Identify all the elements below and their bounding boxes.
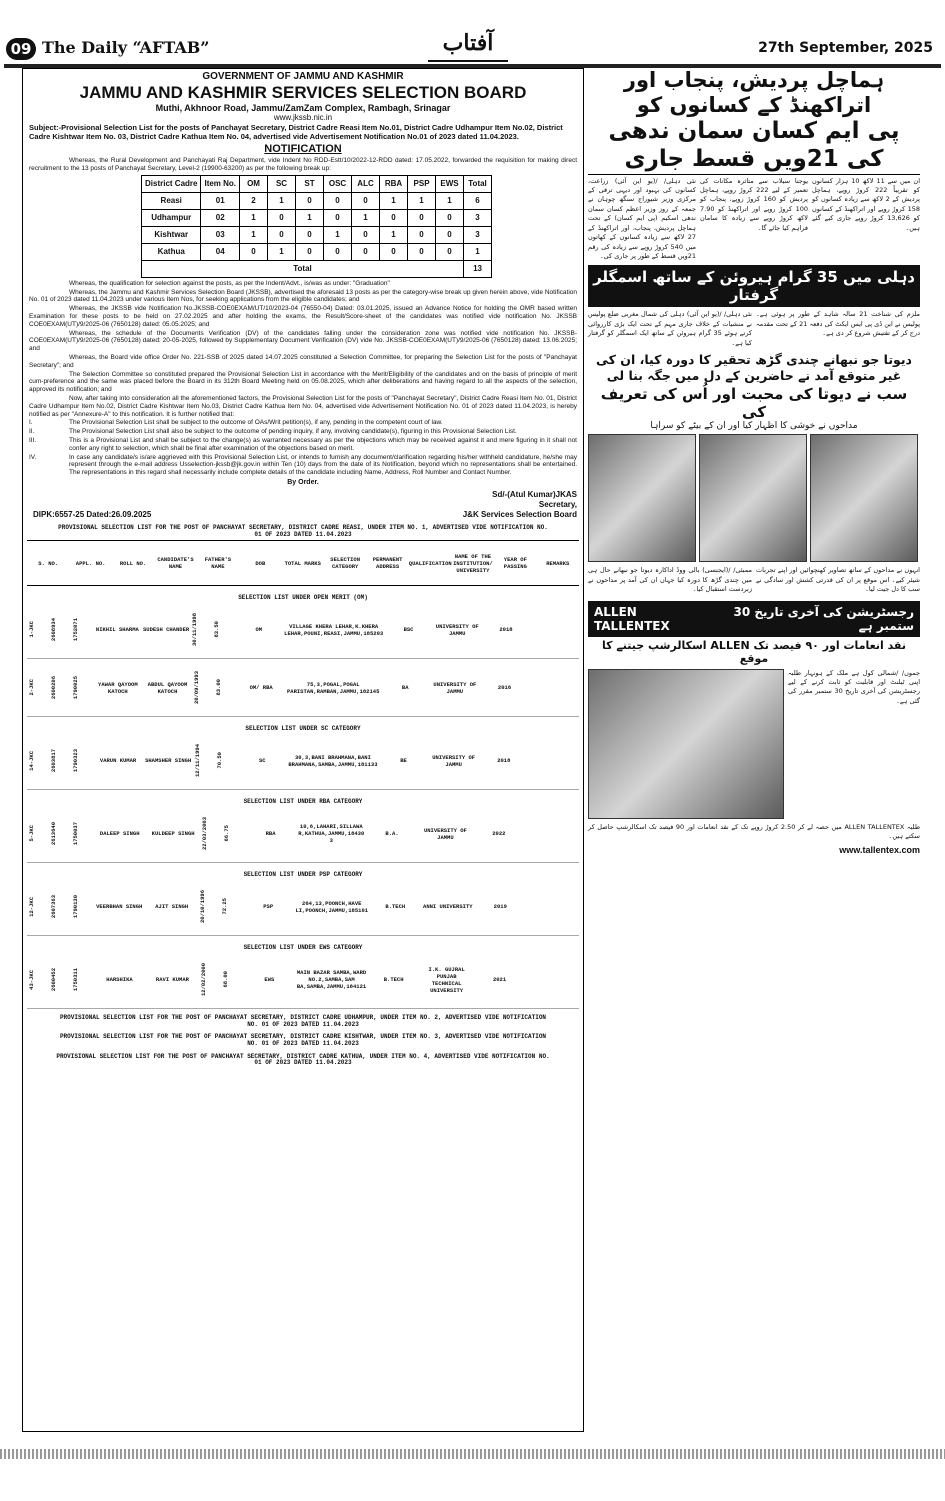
- vacancy-cell: 0: [380, 209, 408, 226]
- notice-subject: Subject:-Provisional Selection List for the posts of Panchayat Secretary, District Cadre Reasi Item No.01, District Cadre Udhampur Item No.02, District Cadre Kishtwar Item No. 03, District Cadre Kathua Item No. 04, advertised vide Advertisement Notification No.01 of 2023 dated 11.04.2023.: [29, 123, 563, 141]
- condition-text: In case any candidate/s is/are aggrieved with this Provisional Selection List, or intends to furnish any document/clarification regarding his/her withheld candidature, he/she may represent through the e-mail address Usselection-jkssb@jk.gov.in within Ten (10) days from the date of its Notification, beyond which no representations shall be entertained. The representations in this regard shall necessarily include complete details of the candidate including Name, Address, Roll Number and Contact Number.: [69, 453, 577, 477]
- list-column-label: FATHER'S NAME: [204, 556, 232, 571]
- selection-cell: 30,3,BANI BRAHMANA,BANI BRAHMANA,SAMBA,JAMMU,181133: [288, 753, 378, 768]
- allen-url: www.tallentex.com: [839, 845, 920, 856]
- list-column-label: S. NO.: [38, 559, 59, 567]
- list-column-label: ROLL NO.: [119, 559, 147, 567]
- selection-cell: BSC: [403, 626, 414, 634]
- vacancy-cell: 2: [240, 192, 268, 209]
- vacancy-cell: 01: [201, 192, 240, 209]
- selection-cell: 1752071: [72, 618, 79, 642]
- selection-row: [27, 951, 579, 1009]
- selection-cell: 1790130: [72, 895, 79, 919]
- vacancy-cell: 1: [352, 209, 380, 226]
- selection-cell: PSP: [263, 903, 274, 911]
- notice-paragraph: The Selection Committee so constituted prepared the Provisional Selection List in accordance with the Merit/Eligibility of the candidates and on the basis of principle of merit cum-preference and the same was placed before the Board in its 312th Board Meeting held on 05.08.2025, which after deliberations and having regard to all the aspects of the selection, approved its notification; and: [29, 370, 577, 394]
- notice-paragraph: Whereas, the Board vide office Order No. 221-SSB of 2025 dated 14.07.2025 constituted a Selection Committee, for preparing the Selection List for the posts of "Panchayat Secretary"; and: [29, 354, 577, 369]
- vacancy-cell: 04: [201, 243, 240, 260]
- th-cadre: District Cadre: [142, 175, 201, 192]
- sub-headline-2: سب نے دیوتا کی محبت اور اُس کی تعریف کی: [600, 385, 908, 422]
- udhampur-list-title: PROVISIONAL SELECTION LIST FOR THE POST OF PANCHAYAT SECRETARY, DISTRICT CADRE UDHAMPUR, UNDER ITEM NO. 2, ADVERTISED VIDE NOTIFICATION NO. 01 OF 2023 DATED 11.04.2023: [59, 1014, 547, 1028]
- newspaper-logo: آفتاب: [428, 30, 508, 62]
- vacancy-cell: 1: [268, 192, 296, 209]
- selection-cell: B.A.: [385, 830, 399, 838]
- photo-image: [810, 434, 918, 562]
- vacancy-cell: 0: [352, 243, 380, 260]
- vacancy-cell: 0: [408, 226, 436, 243]
- vacancy-cell: 02: [201, 209, 240, 226]
- vacancy-cell: 0: [268, 226, 296, 243]
- selection-cell: RBA: [265, 830, 276, 838]
- selection-cell: 2600452: [50, 968, 57, 992]
- urdu-column: [588, 68, 920, 1438]
- story-4: [788, 669, 920, 819]
- selection-cell: EWS: [264, 976, 275, 984]
- selection-cell: 12-JKC: [28, 896, 35, 917]
- th-item: Item No.: [201, 175, 240, 192]
- sub-headline-3: مداحوں نے خوشی کا اظہار کیا اور ان کے بیٹے کو سراہا: [650, 421, 858, 432]
- story-2-col: نئی دہلی/ /(یو این آئی) دہلی کی شمال مغربی ضلع پولیس نے منشیات کے خلاف جاری مہم کے تحت ایک بڑی کارروائی کرتے ہوئے 35 گرام ہیروئن کے ساتھ ایک اسمگلر کو گرفتار کیا ہے۔: [588, 310, 752, 347]
- selection-cell: BE: [400, 757, 407, 765]
- vacancy-cell: Udhampur: [142, 209, 201, 226]
- selection-cell: 2603817: [50, 749, 57, 773]
- category-title: SELECTION LIST UNDER RBA CATEGORY: [243, 798, 363, 806]
- selection-cell: 43-JKC: [28, 969, 35, 990]
- list-column-label: DOB: [255, 559, 266, 567]
- allen-subheading: نقد انعامات اور ۹۰ فیصد تک ALLEN اسکالرشپ جیتنے کا موقع: [602, 638, 906, 665]
- vacancy-cell: 0: [324, 243, 352, 260]
- condition-item: [29, 428, 577, 436]
- selection-cell: UNIVERSITY OF JAMMU: [423, 826, 467, 841]
- vacancy-cell: 1: [436, 192, 464, 209]
- selection-cell: 2608934: [50, 618, 57, 642]
- notice-paragraph: Now, after taking into consideration all the aforementioned factors, the Provisional Selection List for the posts of "Panchayat Secretary", District Cadre Reasi Item No. 01, District Cadre Udhampur Item No.02, District Cadre Kishtwar Item No.03, District Cadre Kathua Item No. 04, advertised vide Advertisement Notification No. 01 of 2023 dated 11.04.2023, is hereby notified as per "Annexure-A" to this notification. It is further notified that:: [29, 395, 577, 418]
- selection-cell: RAVI KUMAR: [155, 976, 189, 984]
- selection-cell: B.TECH: [385, 903, 406, 911]
- selection-cell: B.TECH: [383, 976, 404, 984]
- selection-cell: 264,13,POONCH,HAVE LI,POONCH,JAMMU,185101: [295, 899, 369, 914]
- total-label: Total: [142, 260, 464, 277]
- selection-cell: 75,3,POGAL,POGAL PARISTAN,RAMBAN,JAMMU,182145: [286, 680, 380, 695]
- list-column-label: SELECTION CATEGORY: [330, 556, 361, 571]
- story-3-col: انہوں نے مداحوں کے ساتھ تصاویر کھنچوائیں اور اپنے تجربات شیئر کیے۔ اس موقع پر ان کی قدرتی کشش اور سادگی نے سب کا دل جیت لیا۔: [756, 566, 920, 594]
- selection-cell: 22/03/2003: [200, 817, 208, 851]
- selection-cell: 1790025: [72, 676, 79, 700]
- list-column-header: [27, 540, 579, 586]
- vacancy-cell: Kishtwar: [142, 226, 201, 243]
- vacancy-cell: 0: [436, 226, 464, 243]
- signature-title: Secretary,: [538, 499, 577, 509]
- story-1-col: یوجنا سیلاب سے متاثرہ مکانات کی تعمیر کے لیے 222 کروڑ روپے، ہماچل پردیش کو 160 کروڑ روپے، پنجاب کو 100 کروڑ روپے اور اتراکھنڈ کو 7.90 لاکھ کروڑ روپے سے زیادہ کا سامان فراہم کیا جائے گا۔: [700, 176, 809, 232]
- vacancy-row: [142, 226, 492, 243]
- condition-number: IV.: [29, 453, 37, 461]
- allen-banner-urdu: رجسٹریشن کی آخری تاریخ 30 ستمبر ہے: [733, 604, 914, 633]
- headline-2: پی ایم کسان سمان ندھی کی 21ویں قسط جاری: [588, 118, 920, 174]
- kishtwar-list-title: PROVISIONAL SELECTION LIST FOR THE POST OF PANCHAYAT SECRETARY, DISTRICT CADRE KISHTWAR, UNDER ITEM NO. 3, ADVERTISED VIDE NOTIFICATION NO. 01 OF 2023 DATED 11.04.2023: [59, 1033, 547, 1047]
- vacancy-table: [141, 175, 492, 278]
- notice-paragraph: Whereas, the schedule of the Documents Verification (DV) of the candidates falling under the consideration zone was notified vide notification No. JKSSB-COE0EXAM(UT)/9/2025-06 (7650128) dated: 20-05-2025, followed by Supplementary Document Verification (DV) vide No. JKSSB-COE0EXAM(UT)/9/2025-06 (7650128) dated: 13.06.2025; and: [29, 329, 577, 353]
- notification-heading: NOTIFICATION: [264, 143, 342, 156]
- selection-row: [27, 805, 579, 863]
- list-column-label: REMARKS: [546, 559, 570, 567]
- masthead: [0, 0, 945, 64]
- vacancy-cell: 3: [464, 209, 492, 226]
- th-om: OM: [240, 175, 268, 192]
- vacancy-cell: 3: [464, 226, 492, 243]
- list-column-label: NAME OF THE INSTITUTION/ UNIVERSITY: [453, 552, 493, 574]
- signature-name: Sd/-(Atul Kumar)JKAS: [492, 489, 577, 499]
- vacancy-cell: 0: [352, 226, 380, 243]
- story-1: [588, 177, 920, 262]
- condition-text: The Provisional Selection List shall be subject to the outcome of OAs/Writ petition(s), if any, pending in the competent court of law.: [69, 419, 443, 427]
- selection-cell: HARSHIKA: [106, 976, 133, 984]
- selection-cell: UNIVERSITY OF JAMMU: [435, 622, 479, 637]
- vacancy-cell: 0: [324, 209, 352, 226]
- dipk-number: DIPK:6557-25 Dated:26.09.2025: [33, 509, 152, 519]
- selection-cell: ABDUL QAYOOM KATOCH: [147, 680, 188, 695]
- issue-date: 27th September, 2025: [758, 40, 933, 56]
- signature-org: J&K Services Selection Board: [462, 509, 577, 519]
- selection-row: [27, 878, 579, 936]
- selection-cell: DALEEP SINGH: [99, 830, 140, 838]
- selection-cell: 14-JKC: [28, 750, 35, 771]
- selection-cell: 2019: [493, 903, 507, 911]
- selection-cell: OM: [255, 626, 263, 634]
- headline-1: ہماچل پردیش، پنجاب اور اتراکھنڈ کے کسانوں کو: [623, 68, 885, 118]
- condition-item: [29, 454, 577, 477]
- selection-cell: 1750037: [72, 822, 79, 846]
- condition-number: II.: [29, 428, 35, 436]
- selection-cell: AJIT SINGH: [155, 903, 189, 911]
- vacancy-cell: 0: [408, 209, 436, 226]
- kathua-list-title: PROVISIONAL SELECTION LIST FOR THE POST OF PANCHAYAT SECRETARY, DISTRICT CADRE KATHUA, UNDER ITEM NO. 4, ADVERTISED VIDE NOTIFICATION NO. 01 OF 2023 DATED 11.04.2023: [56, 1052, 550, 1067]
- selection-cell: 2018: [499, 626, 513, 634]
- story-4-more: [588, 823, 920, 842]
- vacancy-cell: 1: [464, 243, 492, 260]
- notice-paragraph: Whereas, the Jammu and Kashmir Services Selection Board (JKSSB), advertised the aforesaid 13 posts as per the category-wise break up given herein above, vide Notification No. 01 of 2023 dated 11.04.2023 under various Item Nos, for seeking applications from the eligible candidates; and: [29, 288, 577, 304]
- vacancy-cell: Kathua: [142, 243, 201, 260]
- notice-paragraph: Whereas, the qualification for selection against the posts, as per the Indent/Advt., is/was as under: "Graduation": [69, 279, 390, 287]
- condition-item: [29, 437, 577, 453]
- reasi-list-title: PROVISIONAL SELECTION LIST FOR THE POST OF PANCHAYAT SECRETARY, DISTRICT CADRE REASI, UNDER ITEM NO. 1, ADVERTISED VIDE NOTIFICATION NO. 01 OF 2023 DATED 11.04.2023: [58, 523, 548, 538]
- selection-cell: 12/02/2000: [199, 963, 207, 997]
- selection-cell: 30/11/1998: [191, 613, 199, 647]
- th-ews: EWS: [436, 175, 464, 192]
- vacancy-cell: 0: [436, 243, 464, 260]
- vacancy-cell: 1: [324, 226, 352, 243]
- category-title: SELECTION LIST UNDER SC CATEGORY: [245, 725, 361, 733]
- category-title: SELECTION LIST UNDER PSP CATEGORY: [243, 871, 363, 879]
- selection-cell: 83.00: [215, 679, 223, 696]
- story-1-col: ان میں سے 11 لاکھ 10 ہزار کسانوں کو تقریباً 222 کروڑ روپے، ہماچل پردیش کے 2 لاکھ سے زیادہ کسانوں کو 158 کروڑ روپے اور اتراکھنڈ کے کسانوں کو 13,626 کروڑ روپے جاری کیے گئے ہیں۔: [812, 176, 920, 232]
- board-address: Muthi, Akhnoor Road, Jammu/ZamZam Complex, Rambagh, Srinagar: [155, 103, 451, 113]
- vacancy-cell: 0: [296, 243, 324, 260]
- board-website: www.jkssb.nic.in: [273, 113, 333, 122]
- selection-cell: 2022: [492, 830, 506, 838]
- selection-cell: VILLAGE KHERA LEHAR,K.KHERA LEHAR,POUNI,REASI,JAMMU,185203: [284, 622, 384, 637]
- selection-cell: 72.25: [220, 898, 228, 915]
- allen-banner-brand: ALLEN TALLENTEX: [594, 604, 670, 633]
- vacancy-cell: 1: [380, 226, 408, 243]
- allen-section: [588, 669, 920, 819]
- selection-cell: 1790323: [72, 749, 79, 773]
- list-column-label: QUALIFICATION: [408, 559, 452, 567]
- selection-cell: VEERBHAN SINGH: [96, 903, 143, 911]
- selection-cell: 70.50: [216, 752, 224, 769]
- selection-cell: I.K. GUJRAL PUNJAB TECHNICAL UNIVERSITY: [428, 965, 465, 994]
- conditions-list: [23, 419, 583, 477]
- selection-cell: BA: [401, 684, 409, 692]
- list-column-label: PERMANENT ADDRESS: [372, 556, 403, 571]
- selection-cell: 20/10/1996: [198, 890, 206, 924]
- selection-cell: NIKHIL SHARMA: [95, 626, 139, 634]
- condition-text: The Provisional Selection List shall also be subject to the outcome of pending inquiry, if any, involving candidate(s), figuring in this Provisional Selection List.: [69, 428, 517, 436]
- vacancy-row: [142, 209, 492, 226]
- vacancy-cell: 0: [352, 192, 380, 209]
- vacancy-cell: 0: [296, 226, 324, 243]
- selection-cell: 10,6,LAHARI,SILLAWA R,KATHUA,JAMMU,18430 3: [298, 823, 365, 845]
- th-sc: SC: [268, 175, 296, 192]
- selection-cell: 20/09/1993: [193, 671, 201, 705]
- selection-cell: 66.75: [222, 825, 230, 842]
- vacancy-cell: 6: [464, 192, 492, 209]
- condition-item: [29, 419, 577, 427]
- vacancy-cell: 0: [380, 243, 408, 260]
- photo-strip: [588, 434, 920, 562]
- th-alc: ALC: [352, 175, 380, 192]
- jkssb-notice: [22, 68, 584, 1432]
- sub-headline-1: دیوتا جو نبھانے چندی گڑھ تحقیر کا دورہ کیا، ان کی غیر متوقع آمد نے حاضرین کے دل میں جگہ بنا لی: [596, 352, 912, 383]
- story-2: [588, 310, 920, 348]
- vacancy-row: [142, 192, 492, 209]
- vacancy-cell: 0: [324, 192, 352, 209]
- vacancy-cell: 1: [240, 209, 268, 226]
- vacancy-cell: Reasi: [142, 192, 201, 209]
- selection-cell: UNIVERSITY OF JAMMU: [432, 753, 476, 768]
- notice-paragraph: Whereas, the JKSSB vide Notification No.JKSSB-COE0EXAM/UT/10/2023-04 (76550-04) Dated: 03.01.2025, issued an Advance Notice for holding the OMR based written Examination for these posts to be held on 27.02.2025 and after holding the exams, the Result/Score-sheet of the candidates was notified vide notification No. JKSSB COE0EXAM(UT)/9/2025-06 (7650128) dated: 05.05.2025; and: [29, 305, 577, 328]
- selection-cell: 2018: [497, 757, 511, 765]
- selection-cell: SHAMSHER SINGH: [145, 757, 192, 765]
- vacancy-cell: 1: [268, 243, 296, 260]
- selection-cell: UNIVERSITY OF JAMMU: [433, 680, 477, 695]
- story-3-col: ممبئی/ /(ایجنسی) بالی ووڈ اداکارہ دیوتا جو نبھانے حال ہی میں چندی گڑھ کا دورہ کیا جہاں ان کی آمد پر مداحوں نے زبردست استقبال کیا۔: [588, 566, 752, 594]
- vacancy-table-header: [142, 175, 492, 192]
- board-title: JAMMU AND KASHMIR SERVICES SELECTION BOARD: [79, 83, 527, 102]
- selection-cell: 68.00: [221, 971, 229, 988]
- vacancy-cell: 1: [380, 192, 408, 209]
- selection-cell: ANNI UNIVERSITY: [423, 903, 473, 911]
- selection-cell: 2613640: [50, 822, 57, 846]
- condition-text: This is a Provisional List and shall be subject to the change(s) as warranted necessary as per the objections which may be received against it and mere figuring in it shall not confer any right to selection, which shall be final after examination of the objections based on merit.: [69, 436, 577, 452]
- story-2-col: ملزم کی شناخت 21 سالہ شاہد کے طور پر ہوئی ہے۔ پولیس نے این ڈی پی ایس ایکٹ کی دفعہ 21 کے تحت مقدمہ درج کر کے تفتیش شروع کر دی ہے۔: [756, 310, 921, 338]
- selection-cell: SUDESH CHANDER: [142, 626, 190, 634]
- vacancy-cell: 1: [408, 192, 436, 209]
- total-value: 13: [464, 260, 492, 277]
- selection-cell: 5-JKC: [28, 825, 35, 842]
- students-photo: [588, 669, 784, 819]
- vacancy-cell: 03: [201, 226, 240, 243]
- list-column-label: TOTAL MARKS: [284, 559, 321, 567]
- intro-paragraph: Whereas, the Rural Development and Panchayati Raj Department, vide Indent No RDD-Estt/10/2022-12-RDD dated: 17.05.2022, forwarded the requisition for making direct recruitment to the 13 posts of Panchayat Secretary, Level-2 (19900-63200) as per the following break up:: [29, 157, 577, 173]
- category-title: SELECTION LIST UNDER OPEN MERIT (OM): [238, 594, 368, 602]
- list-column-label: APPL. NO.: [75, 559, 106, 567]
- condition-number: I.: [29, 419, 33, 427]
- vacancy-cell: 0: [436, 209, 464, 226]
- story-3: [588, 566, 920, 594]
- photo-image: [699, 434, 807, 562]
- selection-row: [27, 659, 579, 717]
- paper-name: The Daily “AFTAB”: [42, 38, 210, 57]
- story-1-col: نئی دہلی/ /(یو این آئی) زراعت، کسانوں کی بہبود اور دیہی ترقی کے مرکزی وزیر شیوراج سنگھ چوہان نے جمعہ کے روز وزیر اعظم کسان سمان ندھی اسکیم (پی ایم کسان) کے تحت ہماچل پردیش، پنجاب، اور اتراکھنڈ کے 27 لاکھ سے زیادہ کسانوں کے کھاتوں میں 540 کروڑ روپے سے زیادہ کی رقم 21ویں قسط کے طور پر جاری کی۔: [588, 176, 696, 260]
- selection-cell: MAIN BAZAR SAMBA,WARD NO.2,SAMBA,SAM BA,SAMBA,JAMMU,184121: [296, 969, 367, 991]
- selection-cell: 83.50: [213, 621, 221, 638]
- story-4-col: طلبہ ALLEN TALLENTEX میں حصہ لے کر 2.50 کروڑ روپے تک کے نقد انعامات اور 90 فیصد تک اسکالرشپ حاصل کر سکتے ہیں۔: [588, 822, 920, 840]
- vacancy-cell: 0: [240, 243, 268, 260]
- story-4-col: جموں/ /شمالی کول ہے ملک کے ہونہار طلبہ اپنی ٹیلنٹ اور قابلیت کو ثابت کرنے کے لیے رجسٹریشن کی آخری تاریخ 30 ستمبر مقرر کی گئی ہے۔: [788, 668, 920, 705]
- photo-image: [588, 434, 696, 562]
- selection-cell: SC: [259, 757, 266, 765]
- list-column-label: YEAR OF PASSING: [503, 556, 527, 571]
- selection-cell: 2600206: [50, 676, 57, 700]
- selection-cell: OM/ RBA: [249, 684, 273, 692]
- vacancy-cell: 0: [268, 209, 296, 226]
- vacancy-row: [142, 243, 492, 260]
- th-psp: PSP: [408, 175, 436, 192]
- selection-cell: 2016: [497, 684, 512, 692]
- selection-cell: KULDEEP SINGH: [151, 830, 195, 838]
- th-total: Total: [464, 175, 492, 192]
- selection-row: [27, 601, 579, 659]
- headline-3: دہلی میں 35 گرام ہیروئن کے ساتھ اسمگلر گرفتار: [588, 265, 920, 307]
- gov-title: GOVERNMENT OF JAMMU AND KASHMIR: [202, 71, 404, 82]
- th-st: ST: [296, 175, 324, 192]
- selection-cell: 1-JKC: [28, 621, 35, 638]
- vacancy-cell: 0: [296, 192, 324, 209]
- category-title: SELECTION LIST UNDER EWS CATEGORY: [243, 944, 363, 952]
- vacancy-total-row: [142, 260, 492, 277]
- list-column-label: CANDIDATE'S NAME: [157, 556, 194, 571]
- selection-cell: 2607363: [50, 895, 57, 919]
- th-osc: OSC: [324, 175, 352, 192]
- selection-cell: 1750311: [72, 968, 79, 992]
- page-number: 09: [6, 38, 36, 60]
- selection-cell: VARUN KUMAR: [99, 757, 137, 765]
- by-order: By Order.: [287, 478, 319, 486]
- selection-cell: 2021: [492, 976, 507, 984]
- selection-cell: YAWAR QAYOOM KATOCH: [98, 680, 138, 695]
- allen-banner: [588, 601, 920, 637]
- condition-number: III.: [29, 436, 37, 444]
- vacancy-cell: 1: [240, 226, 268, 243]
- selection-cell: 12/11/1994: [194, 744, 202, 778]
- selection-row: [27, 732, 579, 790]
- vacancy-cell: 1: [296, 209, 324, 226]
- footer-dot-rule: [0, 1449, 945, 1459]
- selection-cell: 2-JKC: [28, 679, 35, 696]
- th-rba: RBA: [380, 175, 408, 192]
- vacancy-cell: 0: [408, 243, 436, 260]
